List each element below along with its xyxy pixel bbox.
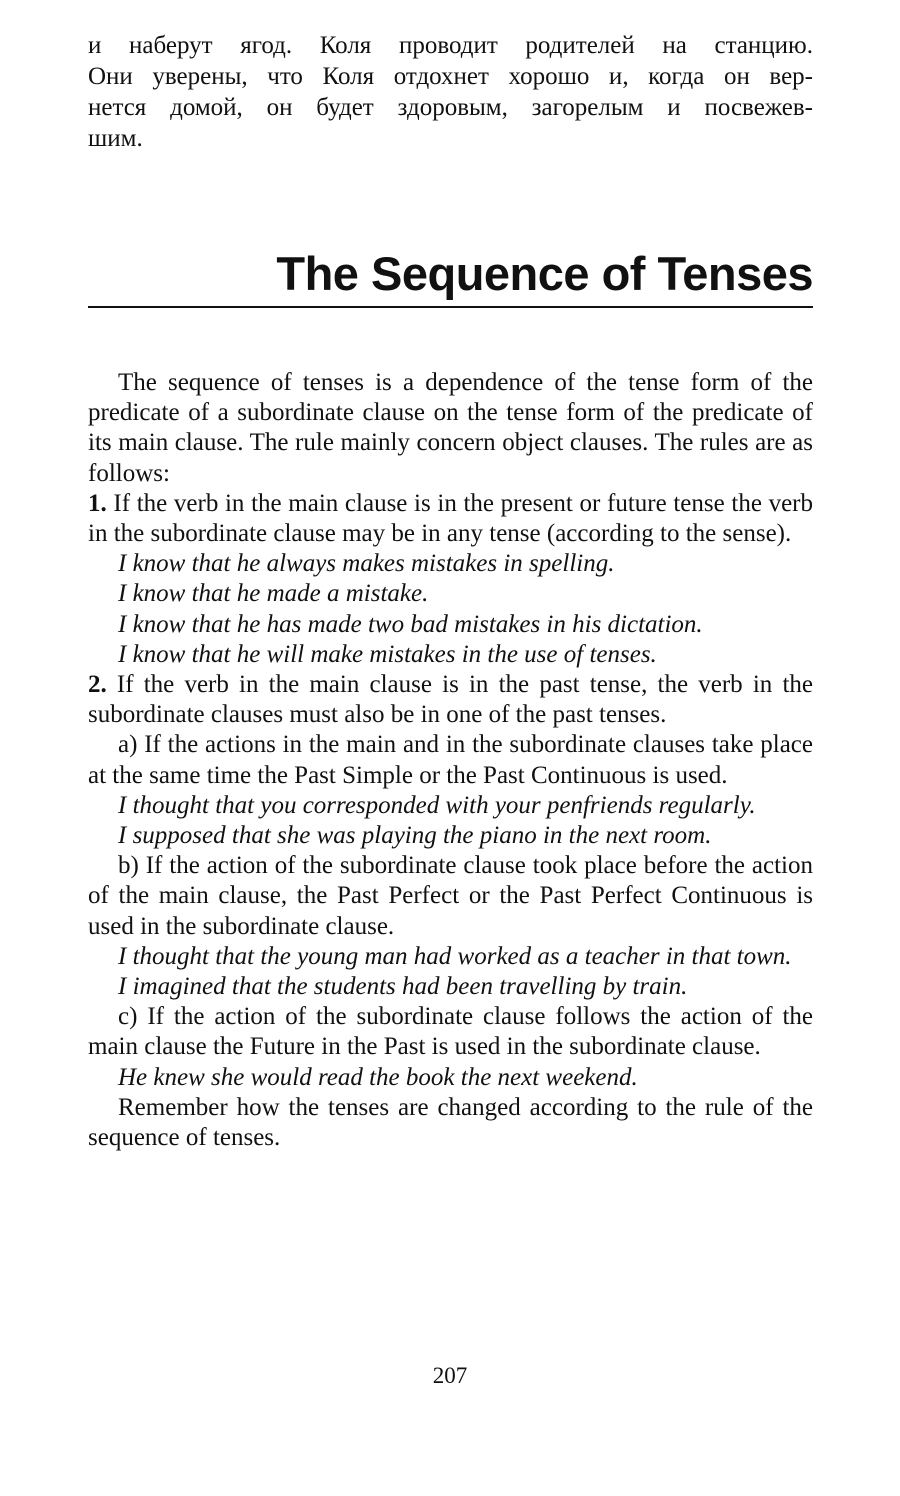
example-sentence: I supposed that she was playing the piano in the next room.	[118, 822, 712, 850]
rule-1	[88, 489, 813, 549]
example-sentence: I imagined that the students had been travelling by train.	[118, 973, 688, 1001]
page-number: 207	[432, 1363, 468, 1388]
example-sentence: I know that he made a mistake.	[118, 580, 429, 608]
subrule-a: a) If the actions in the main and in the subordinate clauses take place at the same time the Past Simple or the Past Continuous is used.	[88, 731, 813, 789]
intro-paragraph: The sequence of tenses is a dependence of the tense form of the predicate of a subordinate clause on the tense form of the predicate of its main clause. The rule mainly concern object clauses. The rules are as follows:	[88, 369, 813, 487]
intro-line: и наберут ягод. Коля проводит родителей на станцию.	[88, 32, 813, 59]
example-sentence: I thought that you corresponded with your penfriends regularly.	[118, 791, 756, 819]
subrule-b: b) If the action of the subordinate clause took place before the action of the main clause, the Past Perfect or the Past Perfect Continuous is used in the subordinate clause.	[88, 852, 813, 940]
example-sentence: I know that he always makes mistakes in spelling.	[118, 550, 615, 578]
rule-number: 1.	[88, 489, 107, 517]
title-underline	[88, 306, 813, 308]
rule-text: If the verb in the main clause is in the present or future tense the verb in the subordinate clause may be in any tense (according to the sense).	[88, 489, 813, 548]
example-sentence: He knew she would read the book the next weekend.	[118, 1063, 638, 1091]
rule-2	[88, 670, 813, 730]
section-title: The Sequence of Tenses	[276, 247, 813, 300]
rule-number: 2.	[88, 671, 107, 699]
subrule-c: c) If the action of the subordinate clause follows the action of the main clause the Future in the Past is used in the subordinate clause.	[88, 1003, 813, 1061]
intro-line: Они уверены, что Коля отдохнет хорошо и, когда он вер-	[88, 63, 813, 90]
example-sentence: I know that he has made two bad mistakes in his dictation.	[118, 610, 703, 638]
intro-russian-text	[88, 30, 813, 154]
rule-text: If the verb in the main clause is in the past tense, the verb in the subordinate clauses must also be in one of the past tenses.	[88, 671, 813, 729]
closing-paragraph: Remember how the tenses are changed according to the rule of the sequence of tenses.	[88, 1093, 813, 1152]
intro-line: нется домой, он будет здоровым, загорелым и посвежев-	[88, 94, 813, 121]
example-sentence: I know that he will make mistakes in the use of tenses.	[118, 640, 657, 668]
example-sentence: I thought that the young man had worked as a teacher in that town.	[118, 942, 792, 970]
section-body	[88, 368, 813, 1153]
intro-line: шим.	[88, 125, 143, 152]
